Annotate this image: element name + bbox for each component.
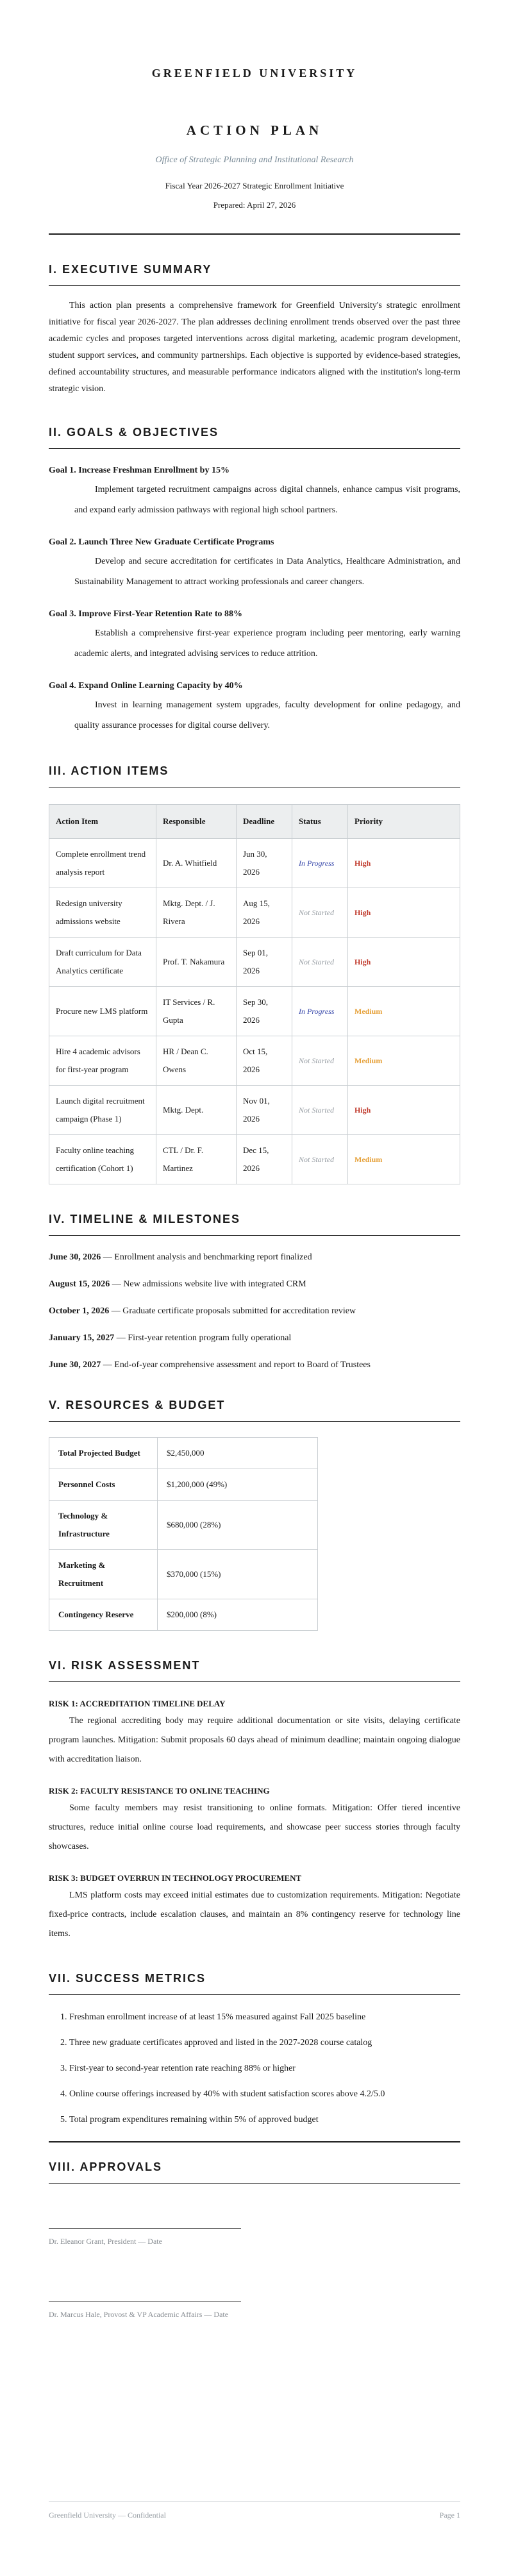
status-cell xyxy=(292,839,348,888)
column-header: Priority xyxy=(348,805,460,839)
responsible-cell: Dr. A. Whitfield xyxy=(156,839,237,888)
status-badge: Not Started xyxy=(299,908,335,917)
status-cell xyxy=(292,938,348,987)
risk-title: RISK 2: FACULTY RESISTANCE TO ONLINE TEACHING xyxy=(49,1786,270,1796)
column-header: Deadline xyxy=(237,805,292,839)
section-heading-timeline: IV. TIMELINE & MILESTONES xyxy=(49,1213,460,1236)
deadline-cell: Sep 01, 2026 xyxy=(237,938,292,987)
section-heading-action-items: III. ACTION ITEMS xyxy=(49,764,460,787)
budget-value: $680,000 (28%) xyxy=(158,1501,318,1550)
page-number: Page 1 xyxy=(439,2511,460,2520)
status-cell xyxy=(292,1135,348,1184)
table-row xyxy=(49,1599,318,1631)
action-items-table xyxy=(49,804,460,1184)
risk-description: Some faculty members may resist transitioning to online formats. Mitigation: Offer tiered incentive structures, reduce initial online course load requirements, and showcase peer success stories through faculty showcases. xyxy=(49,1803,460,1851)
milestone-text: — End-of-year comprehensive assessment and report to Board of Trustees xyxy=(101,1360,371,1370)
goal-description: Invest in learning management system upgrades, faculty development for online pedagogy, and quality assurance processes for digital course delivery. xyxy=(74,700,460,730)
deadline-cell: Jun 30, 2026 xyxy=(237,839,292,888)
priority-cell xyxy=(348,987,460,1036)
goal-title: Goal 4. Expand Online Learning Capacity by 40% xyxy=(49,681,243,691)
priority-badge: High xyxy=(355,1106,371,1115)
priority-cell xyxy=(348,1036,460,1086)
risk-title: RISK 1: ACCREDITATION TIMELINE DELAY xyxy=(49,1699,226,1708)
page-footer xyxy=(49,2501,460,2520)
list-item: 4. Online course offerings increased by 40% with student satisfaction scores above 4.2/5.0 xyxy=(69,2087,460,2101)
budget-label: Total Projected Budget xyxy=(49,1438,158,1469)
deadline-cell: Oct 15, 2026 xyxy=(237,1036,292,1086)
signature-line xyxy=(49,2228,241,2229)
responsible-cell: HR / Dean C. Owens xyxy=(156,1036,237,1086)
prepared-date: Prepared: April 27, 2026 xyxy=(213,200,296,210)
milestone-text: — Enrollment analysis and benchmarking report finalized xyxy=(101,1252,312,1262)
milestone-list xyxy=(49,1252,460,1370)
column-header: Action Item xyxy=(49,805,156,839)
priority-cell xyxy=(348,1135,460,1184)
milestone-item xyxy=(49,1333,460,1343)
action-item-cell: Procure new LMS platform xyxy=(49,987,156,1036)
priority-cell xyxy=(348,888,460,938)
deadline-cell: Sep 30, 2026 xyxy=(237,987,292,1036)
action-item-cell: Complete enrollment trend analysis report xyxy=(49,839,156,888)
budget-table xyxy=(49,1437,318,1631)
office-subtitle: Office of Strategic Planning and Institutional Research xyxy=(155,155,354,165)
status-badge: Not Started xyxy=(299,1155,335,1164)
signature-block xyxy=(49,2228,460,2246)
section-heading-success-metrics: VII. SUCCESS METRICS xyxy=(49,1972,460,1995)
action-item-cell: Redesign university admissions website xyxy=(49,888,156,938)
budget-label: Contingency Reserve xyxy=(49,1599,158,1631)
goal-description: Establish a comprehensive first-year experience program including peer mentoring, early warning academic alerts, and integrated advising services to reduce attrition. xyxy=(74,628,460,659)
milestone-text: — New admissions website live with integrated CRM xyxy=(110,1279,306,1289)
milestone-item xyxy=(49,1360,460,1370)
goal-title: Goal 2. Launch Three New Graduate Certificate Programs xyxy=(49,537,274,547)
status-badge: In Progress xyxy=(299,859,335,868)
milestone-date: October 1, 2026 xyxy=(49,1306,110,1316)
budget-value: $1,200,000 (49%) xyxy=(158,1469,318,1501)
budget-label: Technology & Infrastructure xyxy=(49,1501,158,1550)
status-cell xyxy=(292,1036,348,1086)
budget-label: Marketing & Recruitment xyxy=(49,1550,158,1599)
list-item: 5. Total program expenditures remaining within 5% of approved budget xyxy=(69,2113,460,2127)
action-item-cell: Launch digital recruitment campaign (Phase 1) xyxy=(49,1086,156,1135)
table-row xyxy=(49,1469,318,1501)
milestone-date: June 30, 2027 xyxy=(49,1360,101,1370)
priority-cell xyxy=(348,839,460,888)
priority-badge: High xyxy=(355,908,371,917)
action-item-cell: Faculty online teaching certification (Cohort 1) xyxy=(49,1135,156,1184)
milestone-item xyxy=(49,1279,460,1290)
signature-block xyxy=(49,2302,460,2319)
table-row xyxy=(49,1135,460,1184)
responsible-cell: Mktg. Dept. xyxy=(156,1086,237,1135)
signatory-name: Dr. Eleanor Grant, President — Date xyxy=(49,2237,162,2246)
table-row xyxy=(49,1438,318,1469)
table-row xyxy=(49,839,460,888)
table-row xyxy=(49,1550,318,1599)
document-title: ACTION PLAN xyxy=(186,122,323,138)
budget-value: $2,450,000 xyxy=(158,1438,318,1469)
goal-description: Develop and secure accreditation for certificates in Data Analytics, Healthcare Administration, and Sustainability Management to attract working professionals and career changers. xyxy=(74,557,460,587)
metrics-list xyxy=(49,2010,460,2127)
deadline-cell: Dec 15, 2026 xyxy=(237,1135,292,1184)
list-item: 2. Three new graduate certificates approved and listed in the 2027-2028 course catalog xyxy=(69,2036,460,2050)
status-cell xyxy=(292,987,348,1036)
list-item: 3. First-year to second-year retention rate reaching 88% or higher xyxy=(69,2062,460,2076)
milestone-text: — Graduate certificate proposals submitted for accreditation review xyxy=(109,1306,356,1316)
goal-title: Goal 3. Improve First-Year Retention Rate to 88% xyxy=(49,609,242,619)
table-header-row xyxy=(49,805,460,839)
table-row xyxy=(49,938,460,987)
priority-badge: Medium xyxy=(355,1007,383,1016)
risk-description: The regional accrediting body may require additional documentation or site visits, delaying certificate program launches. Mitigation: Submit proposals 60 days ahead of minimum deadline; maintain ongoing dialogue with accreditation liaison. xyxy=(49,1716,460,1764)
status-badge: Not Started xyxy=(299,1056,335,1065)
budget-label: Personnel Costs xyxy=(49,1469,158,1501)
section-heading-executive-summary: I. EXECUTIVE SUMMARY xyxy=(49,263,460,286)
column-header: Responsible xyxy=(156,805,237,839)
section-heading-risk-assessment: VI. RISK ASSESSMENT xyxy=(49,1659,460,1682)
column-header: Status xyxy=(292,805,348,839)
responsible-cell: IT Services / R. Gupta xyxy=(156,987,237,1036)
milestone-item xyxy=(49,1252,460,1263)
footer-confidential: Greenfield University — Confidential xyxy=(49,2511,166,2520)
risk-list xyxy=(49,1699,460,1944)
executive-summary-text: This action plan presents a comprehensive framework for Greenfield University's strategic enrollment initiative for fiscal year 2026-2027. The plan addresses declining enrollment trends observed over the past three academic cycles and proposes targeted interventions across digital marketing, academic program development, student support services, and community partnerships. Each objective is supported by evidence-based strategies, defined accountability structures, and measurable performance indicators aligned with the institution's long-term strategic vision. xyxy=(49,301,460,394)
deadline-cell: Aug 15, 2026 xyxy=(237,888,292,938)
goals-list xyxy=(49,466,460,736)
priority-badge: High xyxy=(355,957,371,966)
milestone-date: August 15, 2026 xyxy=(49,1279,110,1289)
table-row xyxy=(49,1086,460,1135)
status-badge: Not Started xyxy=(299,1106,335,1115)
priority-badge: Medium xyxy=(355,1155,383,1164)
risk-description: LMS platform costs may exceed initial estimates due to customization requirements. Mitigation: Negotiate fixed-price contracts, include escalation clauses, and maintain an 8% contingency reserve for technology line items. xyxy=(49,1890,460,1939)
university-name: GREENFIELD UNIVERSITY xyxy=(151,67,358,80)
milestone-date: June 30, 2026 xyxy=(49,1252,101,1262)
priority-badge: Medium xyxy=(355,1056,383,1065)
status-cell xyxy=(292,1086,348,1135)
goal-description: Implement targeted recruitment campaigns across digital channels, enhance campus visit programs, and expand early admission pathways with regional high school partners. xyxy=(74,485,460,515)
action-item-cell: Draft curriculum for Data Analytics certificate xyxy=(49,938,156,987)
section-heading-budget: V. RESOURCES & BUDGET xyxy=(49,1399,460,1422)
header-divider xyxy=(49,233,460,235)
signatory-name: Dr. Marcus Hale, Provost & VP Academic Affairs — Date xyxy=(49,2310,229,2319)
goal-title: Goal 1. Increase Freshman Enrollment by 15% xyxy=(49,466,229,475)
deadline-cell: Nov 01, 2026 xyxy=(237,1086,292,1135)
budget-value: $370,000 (15%) xyxy=(158,1550,318,1599)
table-row xyxy=(49,888,460,938)
approvals-divider xyxy=(49,2141,460,2142)
section-heading-goals: II. GOALS & OBJECTIVES xyxy=(49,426,460,449)
status-cell xyxy=(292,888,348,938)
responsible-cell: Prof. T. Nakamura xyxy=(156,938,237,987)
priority-cell xyxy=(348,938,460,987)
responsible-cell: CTL / Dr. F. Martinez xyxy=(156,1135,237,1184)
action-item-cell: Hire 4 academic advisors for first-year program xyxy=(49,1036,156,1086)
milestone-date: January 15, 2027 xyxy=(49,1333,115,1343)
risk-title: RISK 3: BUDGET OVERRUN IN TECHNOLOGY PROCUREMENT xyxy=(49,1873,302,1883)
milestone-text: — First-year retention program fully operational xyxy=(114,1333,292,1343)
table-row xyxy=(49,1036,460,1086)
priority-cell xyxy=(348,1086,460,1135)
table-row xyxy=(49,987,460,1036)
section-heading-approvals: VIII. APPROVALS xyxy=(49,2160,460,2184)
fiscal-year-line: Fiscal Year 2026-2027 Strategic Enrollment Initiative xyxy=(165,181,344,190)
status-badge: In Progress xyxy=(299,1007,335,1016)
milestone-item xyxy=(49,1306,460,1317)
list-item: 1. Freshman enrollment increase of at least 15% measured against Fall 2025 baseline xyxy=(69,2010,460,2025)
status-badge: Not Started xyxy=(299,957,335,966)
table-row xyxy=(49,1501,318,1550)
priority-badge: High xyxy=(355,859,371,868)
responsible-cell: Mktg. Dept. / J. Rivera xyxy=(156,888,237,938)
budget-value: $200,000 (8%) xyxy=(158,1599,318,1631)
